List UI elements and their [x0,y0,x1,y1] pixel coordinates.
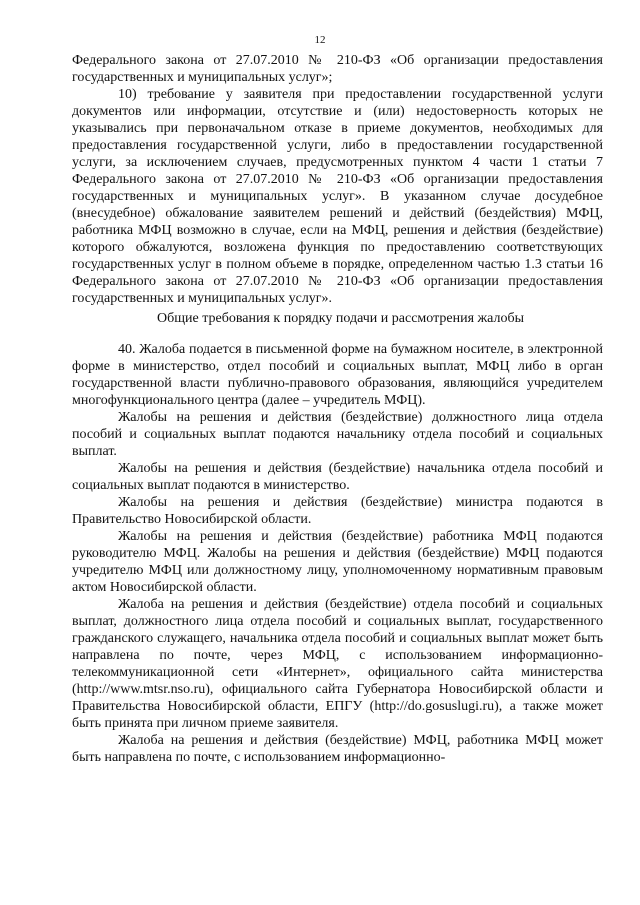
paragraph-continuation: Федерального закона от 27.07.2010 № 210-ФЗ «Об организации предоставления государственных и муниципальных услуг»; [72,53,603,85]
paragraph-item-10: 10) требование у заявителя при предоставлении государственной услуги документов или информации, отсутствие и (или) недостоверность которых не указывались при первоначальном отказе в приеме документов, необходимых для предоставления государственной услуги, либо в предоставлении государственной услуги, за исключением случаев, предусмотренных пунктом 4 части 1 статьи 7 Федерального закона от 27.07.2010 № 210-ФЗ «Об организации предоставления государственных и муниципальных услуг». В указанном случае досудебное (внесудебное) обжалование заявителем решений и действий (бездействия) МФЦ, работника МФЦ возможно в случае, если на МФЦ, решения и действия (бездействие) которого обжалуются, возложена функция по предоставлению соответствующих государственных услуг в полном объеме в порядке, определенном частью 1.3 статьи 16 Федерального закона от 27.07.2010 № 210-ФЗ «Об организации предоставления государственных и муниципальных услуг». [72,87,603,306]
document-body [72,52,603,766]
paragraph: Жалоба на решения и действия (бездействие) отдела пособий и социальных выплат, должностного лица отдела пособий и социальных выплат, государственного гражданского служащего, начальника отдела пособий и социальных выплат может быть направлена по почте, через МФЦ, с использованием информационно-телекоммуникационной сети «Интернет», официального сайта министерства (http://www.mtsr.nso.ru), официального сайта Губернатора Новосибирской области и Правительства Новосибирской области, ЕПГУ (http://do.gosuslugi.ru), а также может быть принята при личном приеме заявителя. [72,597,603,731]
paragraph: Жалобы на решения и действия (бездействие) работника МФЦ подаются руководителю МФЦ. Жалобы на решения и действия (бездействие) МФЦ подаются учредителю МФЦ или должностному лицу, уполномоченному нормативным правовым актом Новосибирской области. [72,529,603,595]
section-heading: Общие требования к порядку подачи и рассмотрения жалобы [157,311,525,326]
paragraph: Жалобы на решения и действия (бездействие) министра подаются в Правительство Новосибирской области. [72,495,603,527]
paragraph: Жалобы на решения и действия (бездействие) начальника отдела пособий и социальных выплат подаются в министерство. [72,461,603,493]
paragraph-40: 40. Жалоба подается в письменной форме на бумажном носителе, в электронной форме в министерство, отдел пособий и социальных выплат, МФЦ либо в орган государственной власти публично-правового образования, являющийся учредителем многофункционального центра (далее – учредитель МФЦ). [72,342,603,408]
page-number: 12 [314,34,326,46]
paragraph-last: Жалоба на решения и действия (бездействие) МФЦ, работника МФЦ может быть направлена по почте, с использованием информационно- [72,733,603,765]
paragraph: Жалобы на решения и действия (бездействие) должностного лица отдела пособий и социальных выплат подаются начальнику отдела пособий и социальных выплат. [72,410,603,459]
